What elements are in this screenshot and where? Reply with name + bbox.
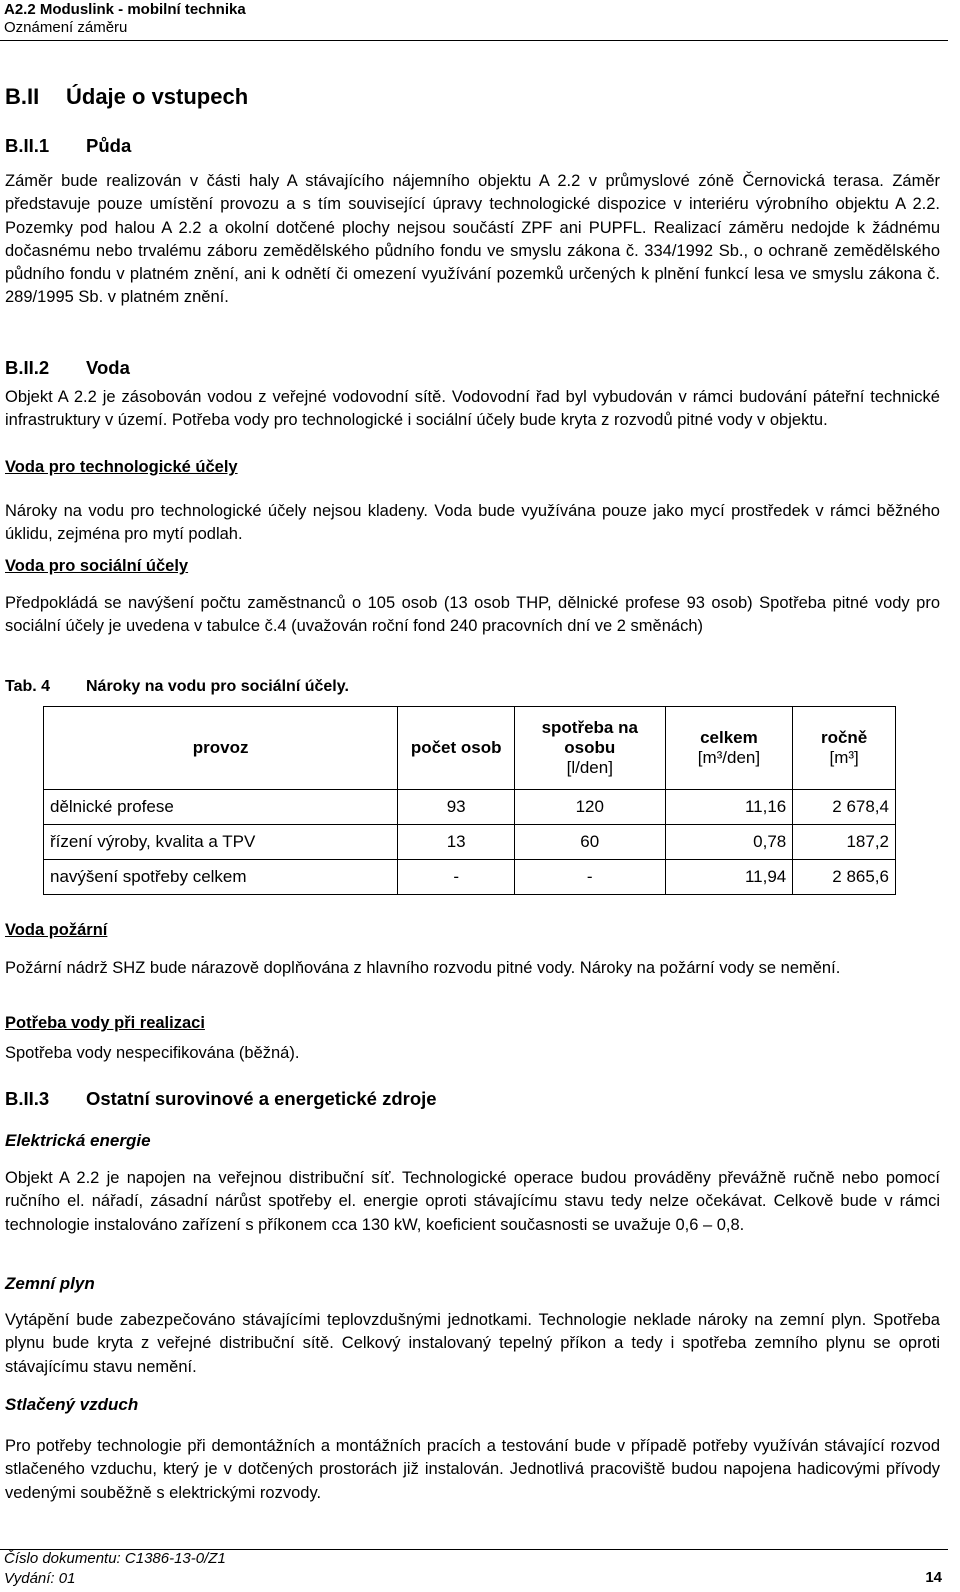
tech-water-heading: Voda pro technologické účely — [5, 458, 238, 476]
cell-spotreba: - — [514, 860, 665, 895]
section-title-b2: Údaje o vstupech — [66, 84, 249, 109]
cell-provoz: navýšení spotřeby celkem — [44, 860, 398, 895]
tech-water-paragraph: Nároky na vodu pro technologické účely nejsou kladeny. Voda bude využívána pouze jako mycí prostředek v rámci běžného úklidu, zejména pro mytí podlah. — [5, 502, 940, 544]
doc-number: Číslo dokumentu: C1386-13-0/Z1 — [4, 1550, 226, 1567]
cell-spotreba: 60 — [514, 825, 665, 860]
table-header-row — [44, 707, 896, 790]
fire-water-paragraph: Požární nádrž SHZ bude nárazově doplňována z hlavního rozvodu pitné vody. Nároky na požární vody se nemění. — [5, 959, 841, 977]
section-title-b22: Voda — [86, 357, 130, 378]
gas-heading: Zemní plyn — [5, 1274, 95, 1293]
section-number-b2: B.II — [5, 84, 40, 109]
header-spotreba: spotřeba na osobu [l/den] — [514, 707, 665, 790]
fire-water-heading: Voda požární — [5, 921, 108, 939]
section-number-b22: B.II.2 — [5, 357, 50, 378]
gas-paragraph: Vytápění bude zabezpečováno stávajícími teplovzdušnými jednotkami. Technologie neklade nároky na zemní plyn. Spotřeba plynu bude kryta z veřejné distribuční sítě. Celkový instalovaný tepelný příkon a tedy i spotřeba zemního plynu se oproti stávajícímu stavu nemění. — [5, 1311, 940, 1376]
header-title: A2.2 Moduslink - mobilní technika — [4, 1, 246, 18]
social-water-paragraph: Předpokládá se navýšení počtu zaměstnanců o 105 osob (13 osob THP, dělnické profese 93 osob) Spotřeba pitné vody pro sociální účely je uvedena v tabulce č.4 (uvažován roční fond 240 pracovních dní ve 2 směnách) — [5, 594, 940, 636]
realization-water-paragraph: Spotřeba vody nespecifikována (běžná). — [5, 1044, 300, 1062]
page-header — [0, 0, 960, 44]
cell-provoz: řízení výroby, kvalita a TPV — [44, 825, 398, 860]
table-row — [44, 860, 896, 895]
header-celkem: celkem [m³/den] — [665, 707, 793, 790]
cell-celkem: 11,94 — [665, 860, 793, 895]
cell-rocne: 2 865,6 — [793, 860, 896, 895]
cell-rocne: 2 678,4 — [793, 790, 896, 825]
header-celkem-unit: [m³/den] — [697, 748, 761, 767]
compressed-air-paragraph: Pro potřeby technologie při demontážních a montážních pracích a testování bude v případě potřeby využíván stávající rozvod stlačeného vzduchu, který je v dotčených prostorách již instalován. Jednotlivá pracoviště budou napojena hadicovými přívody vedenými souběžně s elektrickými rozvody. — [5, 1437, 940, 1502]
electricity-heading: Elektrická energie — [5, 1131, 151, 1150]
edition: Vydání: 01 — [4, 1570, 76, 1587]
cell-provoz: dělnické profese — [44, 790, 398, 825]
cell-rocne: 187,2 — [793, 825, 896, 860]
section-number-b21: B.II.1 — [5, 135, 50, 156]
realization-water-heading: Potřeba vody při realizaci — [5, 1014, 205, 1032]
cell-celkem: 11,16 — [665, 790, 793, 825]
cell-spotreba: 120 — [514, 790, 665, 825]
header-subtitle: Oznámení záměru — [4, 19, 128, 36]
cell-celkem: 0,78 — [665, 825, 793, 860]
soil-paragraph: Záměr bude realizován v části haly A stávajícího nájemního objektu A 2.2 v průmyslové zóně Černovická terasa. Záměr představuje pouze umístění provozu a s tím související úpravy technologické dispozice v interiéru výrobního objektu A 2.2. Pozemky pod halou A 2.2 a okolní dotčené plochy nejsou součástí ZPF ani PUPFL. Realizací záměru nedojde k žádnému dočasnému nebo trvalému záboru zemědělského půdního fondu ve smyslu zákona č. 334/1992 Sb., o ochraně zemědělského půdního fondu v platném znění, ani k odnětí či omezení využívání pozemků určených k plnění funkcí lesa ve smyslu zákona č. 289/1995 Sb. v platném znění. — [5, 172, 940, 307]
electricity-paragraph: Objekt A 2.2 je napojen na veřejnou distribuční síť. Technologické operace budou prováděny převážně ručně nebo pomocí ručního el. nářadí, zásadní nárůst spotřeby el. energie oproti stávajícímu stavu tedy nelze očekávat. Celkově bude v rámci technologie instalováno zařízení s příkonem cca 130 kW, koeficient současnosti se uvažuje 0,6 – 0,8. — [5, 1169, 940, 1234]
header-provoz: provoz — [44, 707, 398, 790]
cell-pocet: 93 — [398, 790, 515, 825]
water-demand-table — [43, 706, 896, 895]
social-water-heading: Voda pro sociální účely — [5, 557, 189, 575]
table-caption: Nároky na vodu pro sociální účely. — [86, 678, 349, 695]
section-title-b23: Ostatní surovinové a energetické zdroje — [86, 1088, 437, 1109]
header-rocne-unit: [m³] — [829, 748, 859, 767]
header-pocet: počet osob — [398, 707, 515, 790]
header-divider — [0, 40, 948, 41]
table-label: Tab. 4 — [5, 678, 51, 695]
section-number-b23: B.II.3 — [5, 1088, 50, 1109]
header-rocne: ročně [m³] — [793, 707, 896, 790]
page-number: 14 — [925, 1569, 942, 1586]
header-spotreba-unit: [l/den] — [566, 758, 613, 777]
table-row — [44, 790, 896, 825]
compressed-air-heading: Stlačený vzduch — [5, 1395, 139, 1414]
table-row — [44, 825, 896, 860]
cell-pocet: 13 — [398, 825, 515, 860]
water-paragraph: Objekt A 2.2 je zásobován vodou z veřejné vodovodní sítě. Vodovodní řad byl vybudován v rámci budování páteřní technické infrastruktury v území. Potřeba vody pro technologické i sociální účely bude kryta z rozvodů pitné vody v objektu. — [5, 388, 940, 430]
section-title-b21: Půda — [86, 135, 132, 156]
cell-pocet: - — [398, 860, 515, 895]
